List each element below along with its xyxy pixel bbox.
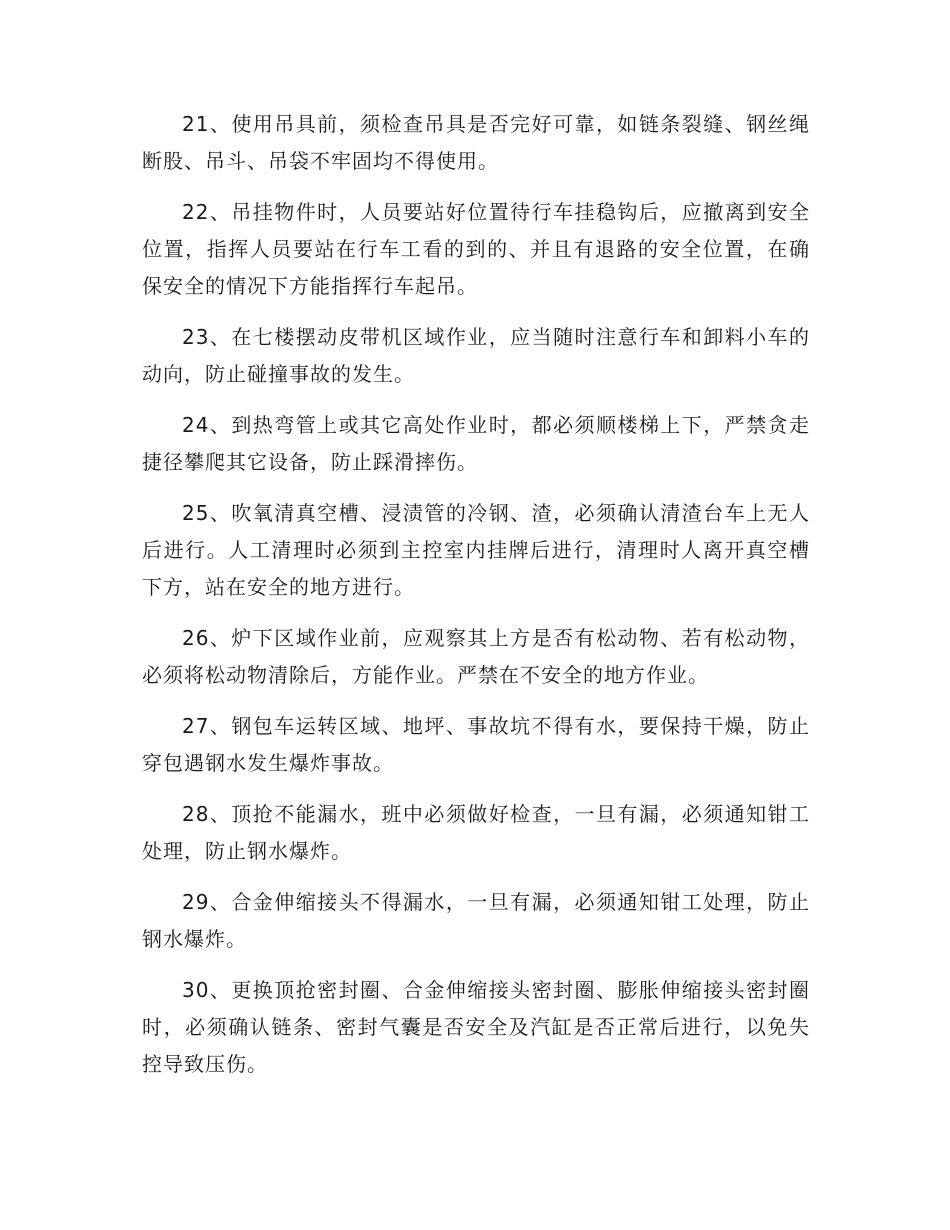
document-body bbox=[142, 106, 810, 1097]
paragraph-21: 21、使用吊具前，须检查吊具是否完好可靠，如链条裂缝、钢丝绳断股、吊斗、吊袋不牢固均不得使用。 bbox=[142, 112, 810, 173]
paragraph-23: 23、在七楼摆动皮带机区域作业，应当随时注意行车和卸料小车的动向，防止碰撞事故的发生。 bbox=[142, 325, 810, 386]
paragraph-25: 25、吹氧清真空槽、浸渍管的冷钢、渣，必须确认清渣台车上无人后进行。人工清理时必须到主控室内挂牌后进行，清理时人离开真空槽下方，站在安全的地方进行。 bbox=[142, 501, 810, 599]
paragraph-24: 24、到热弯管上或其它高处作业时，都必须顺楼梯上下，严禁贪走捷径攀爬其它设备，防止踩滑摔伤。 bbox=[142, 413, 810, 474]
paragraph-30: 30、更换顶抢密封圈、合金伸缩接头密封圈、膨胀伸缩接头密封圈时，必须确认链条、密封气囊是否安全及汽缸是否正常后进行，以免失控导致压伤。 bbox=[142, 978, 810, 1076]
paragraph-27: 27、钢包车运转区域、地坪、事故坑不得有水，要保持干燥，防止穿包遇钢水发生爆炸事故。 bbox=[142, 714, 810, 775]
paragraph-29: 29、合金伸缩接头不得漏水，一旦有漏，必须通知钳工处理，防止钢水爆炸。 bbox=[142, 890, 810, 951]
paragraph-26: 26、炉下区域作业前，应观察其上方是否有松动物、若有松动物，必须将松动物清除后，方能作业。严禁在不安全的地方作业。 bbox=[142, 626, 810, 687]
paragraph-22: 22、吊挂物件时，人员要站好位置待行车挂稳钩后，应撤离到安全位置，指挥人员要站在行车工看的到的、并且有退路的安全位置，在确保安全的情况下方能指挥行车起吊。 bbox=[142, 200, 810, 298]
paragraph-28: 28、顶抢不能漏水，班中必须做好检查，一旦有漏，必须通知钳工处理，防止钢水爆炸。 bbox=[142, 802, 810, 863]
